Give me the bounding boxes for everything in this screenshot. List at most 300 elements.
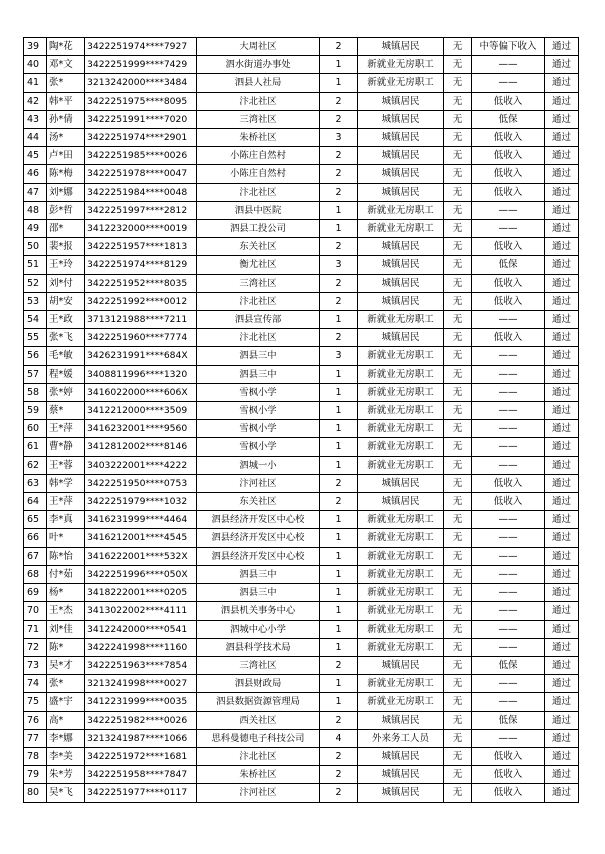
applicant-name-cell: 李*真: [47, 511, 85, 529]
review-result-cell: 通过: [545, 383, 579, 401]
applicant-category-cell: 城镇居民: [358, 183, 444, 201]
applicant-category-cell: 新就业无房职工: [358, 402, 444, 420]
review-result-cell: 通过: [545, 584, 579, 602]
housing-status-cell: 无: [444, 365, 472, 383]
applicant-name-cell: 杨*: [47, 584, 85, 602]
applicant-name-cell: 孙*倩: [47, 110, 85, 128]
household-size-cell: 3: [320, 129, 358, 147]
review-result-cell: 通过: [545, 311, 579, 329]
work-unit-cell: 思科曼德电子科技公司: [197, 729, 320, 747]
id-number-cell: 3713121988****7211: [85, 311, 197, 329]
income-level-cell: 低收入: [472, 274, 545, 292]
applicant-name-cell: 曹*静: [47, 438, 85, 456]
table-row: [24, 420, 579, 438]
seq-no-cell: 40: [24, 56, 47, 74]
income-level-cell: ——: [472, 420, 545, 438]
income-level-cell: ——: [472, 565, 545, 583]
work-unit-cell: 泗县经济开发区中心校: [197, 511, 320, 529]
income-level-cell: ——: [472, 56, 545, 74]
seq-no-cell: 69: [24, 584, 47, 602]
id-number-cell: 3422251974****2901: [85, 129, 197, 147]
housing-status-cell: 无: [444, 565, 472, 583]
seq-no-cell: 53: [24, 292, 47, 310]
review-result-cell: 通过: [545, 420, 579, 438]
applicant-category-cell: 新就业无房职工: [358, 602, 444, 620]
income-level-cell: 低收入: [472, 238, 545, 256]
seq-no-cell: 77: [24, 729, 47, 747]
household-size-cell: 1: [320, 602, 358, 620]
table-row: [24, 675, 579, 693]
applicant-name-cell: 王*蓉: [47, 456, 85, 474]
applicant-category-cell: 城镇居民: [358, 292, 444, 310]
work-unit-cell: 泗县数据资源管理局: [197, 693, 320, 711]
income-level-cell: ——: [472, 511, 545, 529]
review-result-cell: 通过: [545, 638, 579, 656]
income-level-cell: 中等偏下收入: [472, 38, 545, 56]
id-number-cell: 3422241998****1160: [85, 638, 197, 656]
id-number-cell: 3422251958****7847: [85, 766, 197, 784]
review-result-cell: 通过: [545, 256, 579, 274]
table-row: [24, 147, 579, 165]
id-number-cell: 3403222001****4222: [85, 456, 197, 474]
housing-status-cell: 无: [444, 274, 472, 292]
household-size-cell: 3: [320, 256, 358, 274]
housing-status-cell: 无: [444, 129, 472, 147]
income-level-cell: 低收入: [472, 747, 545, 765]
income-level-cell: 低收入: [472, 784, 545, 802]
id-number-cell: 3422251979****1032: [85, 493, 197, 511]
housing-status-cell: 无: [444, 438, 472, 456]
income-level-cell: 低保: [472, 656, 545, 674]
table-row: [24, 729, 579, 747]
table-row: [24, 38, 579, 56]
applicant-name-cell: 付*茹: [47, 565, 85, 583]
id-number-cell: 3408811996****1320: [85, 365, 197, 383]
review-result-cell: 通过: [545, 766, 579, 784]
seq-no-cell: 58: [24, 383, 47, 401]
id-number-cell: 3422251952****8035: [85, 274, 197, 292]
table-row: [24, 74, 579, 92]
applicant-name-cell: 毛*敏: [47, 347, 85, 365]
applicant-category-cell: 新就业无房职工: [358, 201, 444, 219]
income-level-cell: 低收入: [472, 92, 545, 110]
review-result-cell: 通过: [545, 129, 579, 147]
housing-status-cell: 无: [444, 292, 472, 310]
seq-no-cell: 72: [24, 638, 47, 656]
review-result-cell: 通过: [545, 456, 579, 474]
applicant-name-cell: 王*萍: [47, 420, 85, 438]
income-level-cell: ——: [472, 675, 545, 693]
applicant-category-cell: 城镇居民: [358, 238, 444, 256]
applicant-category-cell: 新就业无房职工: [358, 529, 444, 547]
review-result-cell: 通过: [545, 602, 579, 620]
applicant-name-cell: 盛*宇: [47, 693, 85, 711]
seq-no-cell: 73: [24, 656, 47, 674]
housing-status-cell: 无: [444, 238, 472, 256]
applicant-category-cell: 城镇居民: [358, 784, 444, 802]
id-number-cell: 3416232001****9560: [85, 420, 197, 438]
income-level-cell: 低保: [472, 256, 545, 274]
seq-no-cell: 71: [24, 620, 47, 638]
seq-no-cell: 56: [24, 347, 47, 365]
work-unit-cell: 朱桥社区: [197, 129, 320, 147]
table-row: [24, 165, 579, 183]
review-result-cell: 通过: [545, 110, 579, 128]
applicant-name-cell: 陈*梅: [47, 165, 85, 183]
housing-status-cell: 无: [444, 147, 472, 165]
household-size-cell: 2: [320, 493, 358, 511]
table-row: [24, 456, 579, 474]
household-size-cell: 2: [320, 110, 358, 128]
table-row: [24, 784, 579, 802]
applicant-name-cell: 韩*学: [47, 474, 85, 492]
housing-status-cell: 无: [444, 729, 472, 747]
seq-no-cell: 42: [24, 92, 47, 110]
id-number-cell: 3422251991****7020: [85, 110, 197, 128]
income-level-cell: ——: [472, 602, 545, 620]
income-level-cell: ——: [472, 311, 545, 329]
review-result-cell: 通过: [545, 511, 579, 529]
table-row: [24, 584, 579, 602]
income-level-cell: 低收入: [472, 292, 545, 310]
housing-status-cell: 无: [444, 402, 472, 420]
applicant-name-cell: 陈*怡: [47, 547, 85, 565]
income-level-cell: 低收入: [472, 766, 545, 784]
work-unit-cell: 三湾社区: [197, 110, 320, 128]
housing-status-cell: 无: [444, 766, 472, 784]
income-level-cell: ——: [472, 220, 545, 238]
work-unit-cell: 小陈庄自然村: [197, 165, 320, 183]
applicant-name-cell: 朱*芳: [47, 766, 85, 784]
household-size-cell: 2: [320, 292, 358, 310]
household-size-cell: 1: [320, 311, 358, 329]
applicant-category-cell: 新就业无房职工: [358, 511, 444, 529]
applicant-name-cell: 吴*才: [47, 656, 85, 674]
table-row: [24, 129, 579, 147]
id-number-cell: 3412232000****0019: [85, 220, 197, 238]
table-row: [24, 656, 579, 674]
housing-status-cell: 无: [444, 183, 472, 201]
seq-no-cell: 63: [24, 474, 47, 492]
table-row: [24, 747, 579, 765]
housing-status-cell: 无: [444, 256, 472, 274]
table-row: [24, 183, 579, 201]
applicant-name-cell: 王*政: [47, 311, 85, 329]
applicant-category-cell: 城镇居民: [358, 766, 444, 784]
table-row: [24, 693, 579, 711]
housing-status-cell: 无: [444, 56, 472, 74]
review-result-cell: 通过: [545, 620, 579, 638]
applicant-name-cell: 李*娜: [47, 729, 85, 747]
applicant-category-cell: 新就业无房职工: [358, 220, 444, 238]
id-number-cell: 3422251960****7774: [85, 329, 197, 347]
housing-status-cell: 无: [444, 529, 472, 547]
applicant-name-cell: 刘*付: [47, 274, 85, 292]
id-number-cell: 3422251972****1681: [85, 747, 197, 765]
seq-no-cell: 41: [24, 74, 47, 92]
work-unit-cell: 汴河社区: [197, 474, 320, 492]
applicant-name-cell: 韩*平: [47, 92, 85, 110]
review-result-cell: 通过: [545, 693, 579, 711]
seq-no-cell: 44: [24, 129, 47, 147]
income-level-cell: ——: [472, 729, 545, 747]
review-result-cell: 通过: [545, 238, 579, 256]
review-result-cell: 通过: [545, 711, 579, 729]
id-number-cell: 3418222001****0205: [85, 584, 197, 602]
household-size-cell: 1: [320, 438, 358, 456]
id-number-cell: 3416222001****532X: [85, 547, 197, 565]
seq-no-cell: 50: [24, 238, 47, 256]
review-result-cell: 通过: [545, 365, 579, 383]
work-unit-cell: 泗县经济开发区中心校: [197, 547, 320, 565]
applicant-category-cell: 外来务工人员: [358, 729, 444, 747]
seq-no-cell: 80: [24, 784, 47, 802]
applicant-category-cell: 城镇居民: [358, 493, 444, 511]
applicant-category-cell: 城镇居民: [358, 711, 444, 729]
table-row: [24, 220, 579, 238]
applicant-category-cell: 新就业无房职工: [358, 456, 444, 474]
seq-no-cell: 61: [24, 438, 47, 456]
housing-status-cell: 无: [444, 547, 472, 565]
seq-no-cell: 70: [24, 602, 47, 620]
applicant-category-cell: 新就业无房职工: [358, 56, 444, 74]
table-row: [24, 92, 579, 110]
applicant-name-cell: 邵*: [47, 220, 85, 238]
household-size-cell: 2: [320, 711, 358, 729]
income-level-cell: 低保: [472, 711, 545, 729]
review-result-cell: 通过: [545, 729, 579, 747]
applicant-name-cell: 胡*安: [47, 292, 85, 310]
work-unit-cell: 泗县工投公司: [197, 220, 320, 238]
seq-no-cell: 62: [24, 456, 47, 474]
seq-no-cell: 49: [24, 220, 47, 238]
applicant-category-cell: 新就业无房职工: [358, 547, 444, 565]
applicant-name-cell: 王*萍: [47, 493, 85, 511]
household-size-cell: 1: [320, 365, 358, 383]
review-result-cell: 通过: [545, 529, 579, 547]
housing-status-cell: 无: [444, 347, 472, 365]
id-number-cell: 3412242000****0541: [85, 620, 197, 638]
household-size-cell: 2: [320, 274, 358, 292]
applicant-category-cell: 新就业无房职工: [358, 620, 444, 638]
id-number-cell: 3422251950****0753: [85, 474, 197, 492]
work-unit-cell: 雪枫小学: [197, 438, 320, 456]
applicant-category-cell: 新就业无房职工: [358, 584, 444, 602]
table-row: [24, 493, 579, 511]
id-number-cell: 3416231999****4464: [85, 511, 197, 529]
id-number-cell: 3413022002****4111: [85, 602, 197, 620]
housing-status-cell: 无: [444, 784, 472, 802]
income-level-cell: ——: [472, 638, 545, 656]
applicant-name-cell: 高*: [47, 711, 85, 729]
income-level-cell: ——: [472, 584, 545, 602]
applicant-name-cell: 张*: [47, 675, 85, 693]
income-level-cell: 低收入: [472, 493, 545, 511]
id-number-cell: 3213241987****1066: [85, 729, 197, 747]
income-level-cell: 低收入: [472, 329, 545, 347]
seq-no-cell: 48: [24, 201, 47, 219]
work-unit-cell: 西关社区: [197, 711, 320, 729]
applicant-name-cell: 程*媛: [47, 365, 85, 383]
applicant-category-cell: 城镇居民: [358, 656, 444, 674]
table-row: [24, 766, 579, 784]
table-row: [24, 292, 579, 310]
income-level-cell: ——: [472, 365, 545, 383]
id-number-cell: 3422251974****7927: [85, 38, 197, 56]
applicant-category-cell: 新就业无房职工: [358, 438, 444, 456]
id-number-cell: 3422251985****0026: [85, 147, 197, 165]
review-result-cell: 通过: [545, 165, 579, 183]
applicant-name-cell: 刘*佳: [47, 620, 85, 638]
work-unit-cell: 泗县科学技术局: [197, 638, 320, 656]
income-level-cell: 低收入: [472, 183, 545, 201]
applicant-category-cell: 城镇居民: [358, 165, 444, 183]
review-result-cell: 通过: [545, 92, 579, 110]
table-row: [24, 383, 579, 401]
housing-status-cell: 无: [444, 693, 472, 711]
applicant-name-cell: 裴*报: [47, 238, 85, 256]
seq-no-cell: 64: [24, 493, 47, 511]
income-level-cell: ——: [472, 529, 545, 547]
housing-status-cell: 无: [444, 220, 472, 238]
applicant-category-cell: 城镇居民: [358, 38, 444, 56]
household-size-cell: 1: [320, 402, 358, 420]
applicant-category-cell: 新就业无房职工: [358, 311, 444, 329]
housing-status-cell: 无: [444, 201, 472, 219]
table-row: [24, 620, 579, 638]
applicant-name-cell: 陶*花: [47, 38, 85, 56]
work-unit-cell: 汴北社区: [197, 183, 320, 201]
review-result-cell: 通过: [545, 292, 579, 310]
applicant-category-cell: 新就业无房职工: [358, 420, 444, 438]
income-level-cell: ——: [472, 547, 545, 565]
applicant-category-cell: 城镇居民: [358, 110, 444, 128]
household-size-cell: 2: [320, 784, 358, 802]
housing-status-cell: 无: [444, 493, 472, 511]
income-level-cell: 低收入: [472, 129, 545, 147]
household-size-cell: 2: [320, 92, 358, 110]
income-level-cell: ——: [472, 620, 545, 638]
income-level-cell: ——: [472, 74, 545, 92]
applicant-name-cell: 陈*: [47, 638, 85, 656]
housing-status-cell: 无: [444, 329, 472, 347]
review-result-cell: 通过: [545, 784, 579, 802]
work-unit-cell: 雪枫小学: [197, 402, 320, 420]
review-result-cell: 通过: [545, 347, 579, 365]
table-row: [24, 638, 579, 656]
review-result-cell: 通过: [545, 493, 579, 511]
housing-status-cell: 无: [444, 110, 472, 128]
id-number-cell: 3422251975****8095: [85, 92, 197, 110]
table-row: [24, 529, 579, 547]
id-number-cell: 3422251984****0048: [85, 183, 197, 201]
id-number-cell: 3422251999****7429: [85, 56, 197, 74]
income-level-cell: ——: [472, 347, 545, 365]
review-result-cell: 通过: [545, 274, 579, 292]
household-size-cell: 2: [320, 329, 358, 347]
household-size-cell: 1: [320, 74, 358, 92]
housing-status-cell: 无: [444, 311, 472, 329]
applicant-name-cell: 王*玲: [47, 256, 85, 274]
table-row: [24, 365, 579, 383]
applicant-category-cell: 新就业无房职工: [358, 675, 444, 693]
housing-status-cell: 无: [444, 675, 472, 693]
table-row: [24, 201, 579, 219]
table-row: [24, 438, 579, 456]
work-unit-cell: 泗县三中: [197, 347, 320, 365]
id-number-cell: 3422251997****2812: [85, 201, 197, 219]
applicant-name-cell: 李*美: [47, 747, 85, 765]
work-unit-cell: 汴河社区: [197, 784, 320, 802]
seq-no-cell: 59: [24, 402, 47, 420]
applicant-name-cell: 蔡*: [47, 402, 85, 420]
work-unit-cell: 汴北社区: [197, 92, 320, 110]
id-number-cell: 3422251996****050X: [85, 565, 197, 583]
work-unit-cell: 泗县三中: [197, 365, 320, 383]
id-number-cell: 3416022000****606X: [85, 383, 197, 401]
work-unit-cell: 泗县人社局: [197, 74, 320, 92]
review-result-cell: 通过: [545, 183, 579, 201]
work-unit-cell: 泗城一小: [197, 456, 320, 474]
income-level-cell: ——: [472, 383, 545, 401]
applicant-category-cell: 城镇居民: [358, 129, 444, 147]
household-size-cell: 2: [320, 238, 358, 256]
housing-status-cell: 无: [444, 747, 472, 765]
id-number-cell: 3213241998****0027: [85, 675, 197, 693]
work-unit-cell: 大周社区: [197, 38, 320, 56]
housing-status-cell: 无: [444, 456, 472, 474]
seq-no-cell: 74: [24, 675, 47, 693]
housing-status-cell: 无: [444, 383, 472, 401]
income-level-cell: ——: [472, 456, 545, 474]
household-size-cell: 1: [320, 56, 358, 74]
household-size-cell: 1: [320, 511, 358, 529]
household-size-cell: 2: [320, 656, 358, 674]
work-unit-cell: 泗县中医院: [197, 201, 320, 219]
review-result-cell: 通过: [545, 656, 579, 674]
work-unit-cell: 雪枫小学: [197, 420, 320, 438]
household-size-cell: 1: [320, 547, 358, 565]
work-unit-cell: 汴北社区: [197, 292, 320, 310]
table-row: [24, 56, 579, 74]
household-size-cell: 1: [320, 565, 358, 583]
review-result-cell: 通过: [545, 675, 579, 693]
seq-no-cell: 66: [24, 529, 47, 547]
applicant-category-cell: 城镇居民: [358, 256, 444, 274]
household-size-cell: 1: [320, 584, 358, 602]
id-number-cell: 3422251963****7854: [85, 656, 197, 674]
applicant-category-cell: 新就业无房职工: [358, 365, 444, 383]
table-row: [24, 547, 579, 565]
income-level-cell: ——: [472, 438, 545, 456]
table-row: [24, 711, 579, 729]
seq-no-cell: 79: [24, 766, 47, 784]
review-result-cell: 通过: [545, 220, 579, 238]
review-result-cell: 通过: [545, 329, 579, 347]
seq-no-cell: 67: [24, 547, 47, 565]
review-result-cell: 通过: [545, 74, 579, 92]
table-row: [24, 347, 579, 365]
work-unit-cell: 三湾社区: [197, 274, 320, 292]
household-size-cell: 2: [320, 474, 358, 492]
applicant-name-cell: 汤*: [47, 129, 85, 147]
review-result-cell: 通过: [545, 147, 579, 165]
work-unit-cell: 泗县经济开发区中心校: [197, 529, 320, 547]
id-number-cell: 3422251977****0117: [85, 784, 197, 802]
id-number-cell: 3412812002****8146: [85, 438, 197, 456]
table-row: [24, 238, 579, 256]
applicant-category-cell: 新就业无房职工: [358, 565, 444, 583]
